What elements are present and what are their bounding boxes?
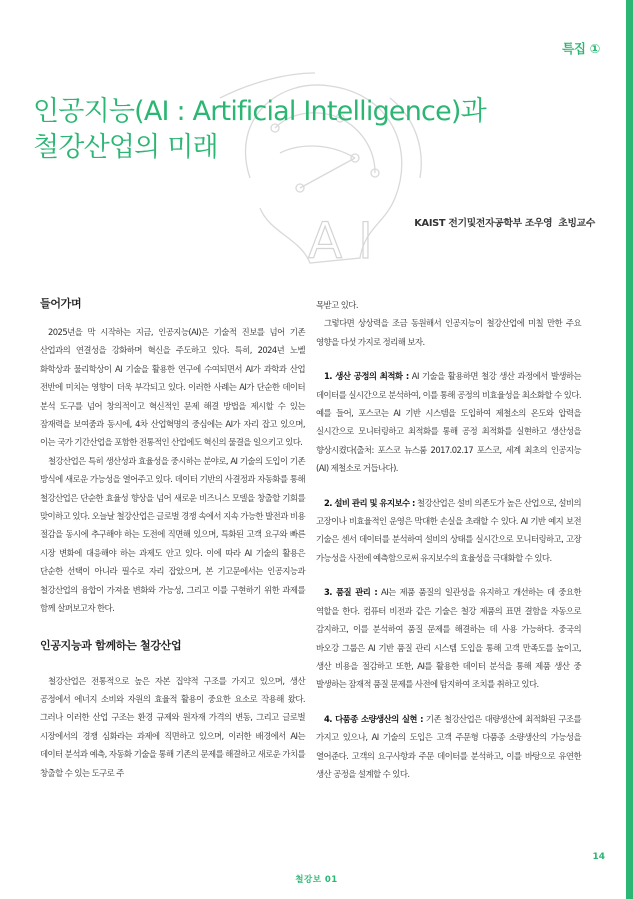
impact-item-3-text: AI는 제품 품질의 일관성을 유지하고 개선하는 데 중요한 역할을 한다. 컴퓨터 비전과 같은 기술은 철강 제품의 표면 결함을 자동으로 감지하고, 이를 분석하여 품질 문제를 해결하는 데 사용 가능하다. 중국의 바오강 그룹은 AI 기반 품질 관리 시스템 도입을 통해 고객 만족도를 높이고, 생산 비용을 절감하고 또한, AI를 활용한 데이터 분석을 통해 제품 생산 중 발생하는 잠재적 품질 문제를 사전에 탐지하여 조치를 취하고 있다. — [316, 587, 581, 690]
section-label: 특집 ① — [562, 41, 600, 56]
impact-item-2-text: 철강산업은 설비 의존도가 높은 산업으로, 설비의 고장이나 비효율적인 운영은 막대한 손실을 초래할 수 있다. AI 기반 예지 보전 기술은 센서 데이터를 분석하여 설비의 상태를 실시간으로 모니터링하고, 고장 가능성을 사전에 예측함으로써 유지보수의 효율성을 극대화할 수 있다. — [316, 497, 581, 563]
impact-item-4 — [316, 710, 581, 784]
right-column — [316, 296, 581, 783]
continued-paragraph: 목받고 있다. — [316, 300, 358, 310]
right-accent-bar — [626, 0, 633, 899]
intro-paragraph-2: 철강산업은 특히 생산성과 효율성을 중시하는 분야로, AI 기술의 도입이 기존 방식에 새로운 가능성을 열어주고 있다. 데이터 기반의 사결정과 자동화를 통해 철강산업은 단순한 효율성 향상을 넘어 새로운 비즈니스 모델을 창출할 기회를 맞이하고 있다. 오늘날 철강산업은 글로벌 경쟁 속에서 지속 가능한 발전과 비용 절감을 동시에 추구해야 하는 도전에 직면해 있으며, 특화된 고객 요구와 빠른 시장 변화에 대응해야 하는 과제도 안고 있다. 이에 따라 AI 기술의 활용은 단순한 선택이 아니라 필수로 자리 잡았으며, 본 기고문에서는 인공지능과 철강산업의 융합이 가져올 변화와 가능성, 그리고 이를 구현하기 위한 과제를 함께 살펴보고자 한다. — [40, 455, 305, 614]
page-number: 14 — [592, 852, 605, 862]
title-line-1: 인공지능(AI : Artificial Intelligence)과 — [33, 96, 486, 127]
left-column — [40, 296, 305, 782]
page-title — [33, 94, 593, 166]
author-role: 초빙교수 — [558, 218, 595, 229]
impact-item-1-heading: 1. 생산 공정의 최적화 : — [324, 371, 409, 382]
impact-item-2 — [316, 494, 581, 568]
impact-item-3 — [316, 583, 581, 693]
impact-item-1-text: AI 기술을 활용하면 철강 생산 과정에서 발생하는 데이터를 실시간으로 분석하여, 이를 통해 공정의 비효율성을 최소화할 수 있다. 예를 들어, 포스코는 AI 기반 시스템을 도입하여 제철소의 온도와 압력을 실시간으로 모니터링하고 최적화를 통해 공정 최적화를 실현하고 생산성을 향상시켰다(출처: 포스코 뉴스룸 2017.02.17 포스코, 세계 최초의 인공지능(AI) 제철소로 거듭나다). — [316, 371, 581, 474]
author-byline — [414, 215, 595, 229]
impact-intro-paragraph: 그렇다면 상상력을 조금 동원해서 인공지능이 철강산업에 미칠 만한 주요 영향을 다섯 가지로 정리해 보자. — [316, 318, 581, 347]
impact-item-4-heading: 4. 다품종 소량생산의 실현 : — [324, 713, 423, 724]
impact-item-1 — [316, 367, 581, 477]
title-line-2: 철강산업의 미래 — [33, 132, 218, 163]
author-affiliation: KAIST 전기및전자공학부 조우영 — [414, 218, 553, 229]
intro-paragraph-1: 2025년을 막 시작하는 지금, 인공지능(AI)은 기술적 진보를 넘어 기존 산업과의 연결성을 강화하며 혁신을 주도하고 있다. 특히, 2024년 노벨 화학상과 물리학상이 AI 기술을 활용한 연구에 수여되면서 AI가 과학과 산업 전반에 미치는 영향이 더욱 부각되고 있다. 이러한 사례는 AI가 단순한 데이터 분석 도구를 넘어 창의적이고 혁신적인 문제 해결 방법을 제시할 수 있는 잠재력을 보여줌과 동시에, 4차 산업혁명의 중심에는 AI가 자리 잡고 있으며, 이는 국가 기간산업을 포함한 전통적인 산업에도 혁신의 물결을 일으키고 있다. — [40, 327, 305, 448]
impact-item-3-heading: 3. 품질 관리 : — [324, 587, 378, 598]
impact-item-2-heading: 2. 설비 관리 및 유지보수 : — [324, 497, 415, 508]
ai-logo-text: A I — [308, 212, 373, 270]
heading-ai-steel: 인공지능과 함께하는 철강산업 — [40, 638, 182, 652]
heading-intro: 들어가며 — [40, 297, 82, 310]
ai-brain-illustration — [190, 58, 440, 288]
impact-item-4-text: 기존 철강산업은 대량생산에 최적화된 구조를 가지고 있으나, AI 기술의 도입은 고객 주문형 다품종 소량생산의 가능성을 열어준다. 고객의 요구사항과 주문 데이터를 분석하고, 이를 바탕으로 유연한 생산 공정을 설계할 수 있다. — [316, 713, 581, 779]
ai-steel-paragraph: 철강산업은 전통적으로 높은 자본 집약적 구조를 가지고 있으며, 생산 공정에서 에너지 소비와 자원의 효율적 활용이 중요한 요소로 작용해 왔다. 그러나 이러한 산업 구조는 환경 규제와 원자재 가격의 변동, 그리고 글로벌 시장에서의 경쟁 심화라는 과제에 직면하고 있으며, 이러한 배경에서 AI는 데이터 분석과 예측, 자동화 기술을 통해 기존의 문제를 해결하고 새로운 가치를 창출할 수 있는 도구로 주 — [40, 675, 305, 778]
publication-footer: 철강보 01 — [295, 875, 338, 885]
